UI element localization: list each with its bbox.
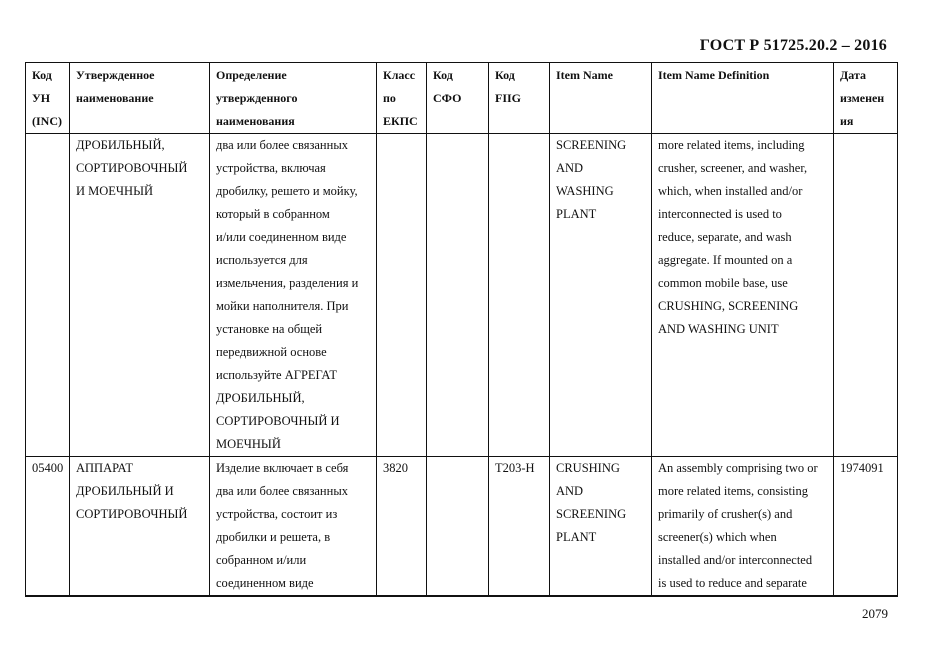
cell-inc <box>26 134 70 457</box>
cell-inc: 05400 <box>26 457 70 597</box>
cell-text-line: АППАРАТ <box>76 461 134 475</box>
cell-text-line: И МОЕЧНЫЙ <box>76 184 154 198</box>
cell-text-line: по <box>383 91 396 105</box>
cell-text-line: ДРОБИЛЬНЫЙ, <box>76 138 165 152</box>
cell-item-name <box>550 134 652 457</box>
cell-text-line: и/или соединенном виде <box>216 230 347 244</box>
cell-text-line: Класс <box>383 68 416 82</box>
cell-text-line: УН <box>32 91 51 105</box>
cell-text-line: aggregate. If mounted on a <box>658 253 793 267</box>
cell-text-line: Код <box>495 68 515 82</box>
cell-text-line: SCREENING <box>556 507 627 521</box>
cell-text-line: утвержденного <box>216 91 298 105</box>
document-header-title: ГОСТ Р 51725.20.2 – 2016 <box>699 37 887 54</box>
cell-fiig <box>489 134 550 457</box>
cell-text-line: используйте АГРЕГАТ <box>216 368 337 382</box>
cell-text-line: мойки наполнителя. При <box>216 299 349 313</box>
cell-text-line: СОРТИРОВОЧНЫЙ <box>76 161 188 175</box>
header-class <box>377 63 427 134</box>
cell-text-line: interconnected is used to <box>658 207 782 221</box>
cell-text-line: передвижной основе <box>216 345 327 359</box>
cell-text-line: common mobile base, use <box>658 276 788 290</box>
cell-text-line: изменен <box>840 91 885 105</box>
cell-change-date <box>834 134 898 457</box>
header-inc <box>26 63 70 134</box>
cell-change-date: 1974091 <box>834 457 898 597</box>
cell-text-line: дробилки и решета, в <box>216 530 331 544</box>
table-row <box>26 457 898 597</box>
cell-text-line: устройства, состоит из <box>216 507 338 521</box>
cell-text-line: Item Name Definition <box>658 68 770 82</box>
cell-text-line: Код <box>433 68 453 82</box>
cell-text-line: который в собранном <box>216 207 330 221</box>
cell-item-name <box>550 457 652 597</box>
cell-text-line: more related items, including <box>658 138 805 152</box>
cell-text-line: SCREENING <box>556 138 627 152</box>
cell-text-line: Изделие включает в себя <box>216 461 349 475</box>
cell-text-line: AND WASHING UNIT <box>658 322 779 336</box>
cell-item-definition <box>652 457 834 597</box>
table-header-row <box>26 63 898 134</box>
cell-text-line: дробилку, решето и мойку, <box>216 184 358 198</box>
cell-text-line: Утвержденное <box>76 68 155 82</box>
cell-text-line: наименования <box>216 114 295 128</box>
cell-sfo <box>427 457 489 597</box>
cell-text-line: CRUSHING, SCREENING <box>658 299 799 313</box>
cell-text-line: СФО <box>433 91 462 105</box>
table-row <box>26 134 898 457</box>
cell-text-line: PLANT <box>556 207 597 221</box>
header-change-date <box>834 63 898 134</box>
cell-text-line: CRUSHING <box>556 461 620 475</box>
page-number: 2079 <box>862 606 888 621</box>
cell-text-line: primarily of crusher(s) and <box>658 507 793 521</box>
cell-class: 3820 <box>377 457 427 597</box>
cell-text-line: Код <box>32 68 52 82</box>
cell-text-line: is used to reduce and separate <box>658 576 807 590</box>
cell-text-line: PLANT <box>556 530 597 544</box>
cell-text-line: ДРОБИЛЬНЫЙ И <box>76 484 174 498</box>
cell-text-line: screener(s) which when <box>658 530 777 544</box>
cell-name-definition <box>210 134 377 457</box>
cell-text-line: WASHING <box>556 184 614 198</box>
header-sfo <box>427 63 489 134</box>
cell-text-line: устройства, включая <box>216 161 326 175</box>
cell-text-line: два или более связанных <box>216 138 348 152</box>
catalog-table <box>25 62 898 597</box>
cell-sfo <box>427 134 489 457</box>
cell-text-line: СОРТИРОВОЧНЫЙ И <box>216 414 340 428</box>
cell-text-line: crusher, screener, and washer, <box>658 161 808 175</box>
cell-class <box>377 134 427 457</box>
cell-text-line: собранном и/или <box>216 553 307 567</box>
cell-text-line: reduce, separate, and wash <box>658 230 792 244</box>
cell-text-line: соединенном виде <box>216 576 314 590</box>
cell-text-line: more related items, consisting <box>658 484 808 498</box>
cell-text-line: which, when installed and/or <box>658 184 803 198</box>
cell-text-line: наименование <box>76 91 154 105</box>
cell-text-line: installed and/or interconnected <box>658 553 813 567</box>
header-approved-name <box>70 63 210 134</box>
header-name-definition <box>210 63 377 134</box>
cell-text-line: ия <box>840 114 854 128</box>
cell-text-line: Дата <box>840 68 866 82</box>
cell-text-line: установке на общей <box>216 322 323 336</box>
cell-text-line: (INC) <box>32 114 62 128</box>
header-item-name <box>550 63 652 134</box>
cell-approved-name <box>70 457 210 597</box>
cell-approved-name <box>70 134 210 457</box>
cell-text-line: AND <box>556 484 584 498</box>
cell-text-line: Item Name <box>556 68 613 82</box>
cell-text-line: An assembly comprising two or <box>658 461 818 475</box>
cell-text-line: Определение <box>216 68 287 82</box>
header-fiig <box>489 63 550 134</box>
cell-item-definition <box>652 134 834 457</box>
cell-text-line: два или более связанных <box>216 484 348 498</box>
cell-text-line: используется для <box>216 253 308 267</box>
cell-fiig: T203-H <box>489 457 550 597</box>
cell-text-line: МОЕЧНЫЙ <box>216 437 281 451</box>
cell-text-line: AND <box>556 161 584 175</box>
cell-text-line: СОРТИРОВОЧНЫЙ <box>76 507 188 521</box>
cell-text-line: ЕКПС <box>383 114 418 128</box>
cell-text-line: FIIG <box>495 91 522 105</box>
cell-name-definition <box>210 457 377 597</box>
cell-text-line: ДРОБИЛЬНЫЙ, <box>216 391 305 405</box>
header-item-definition <box>652 63 834 134</box>
cell-text-line: измельчения, разделения и <box>216 276 359 290</box>
